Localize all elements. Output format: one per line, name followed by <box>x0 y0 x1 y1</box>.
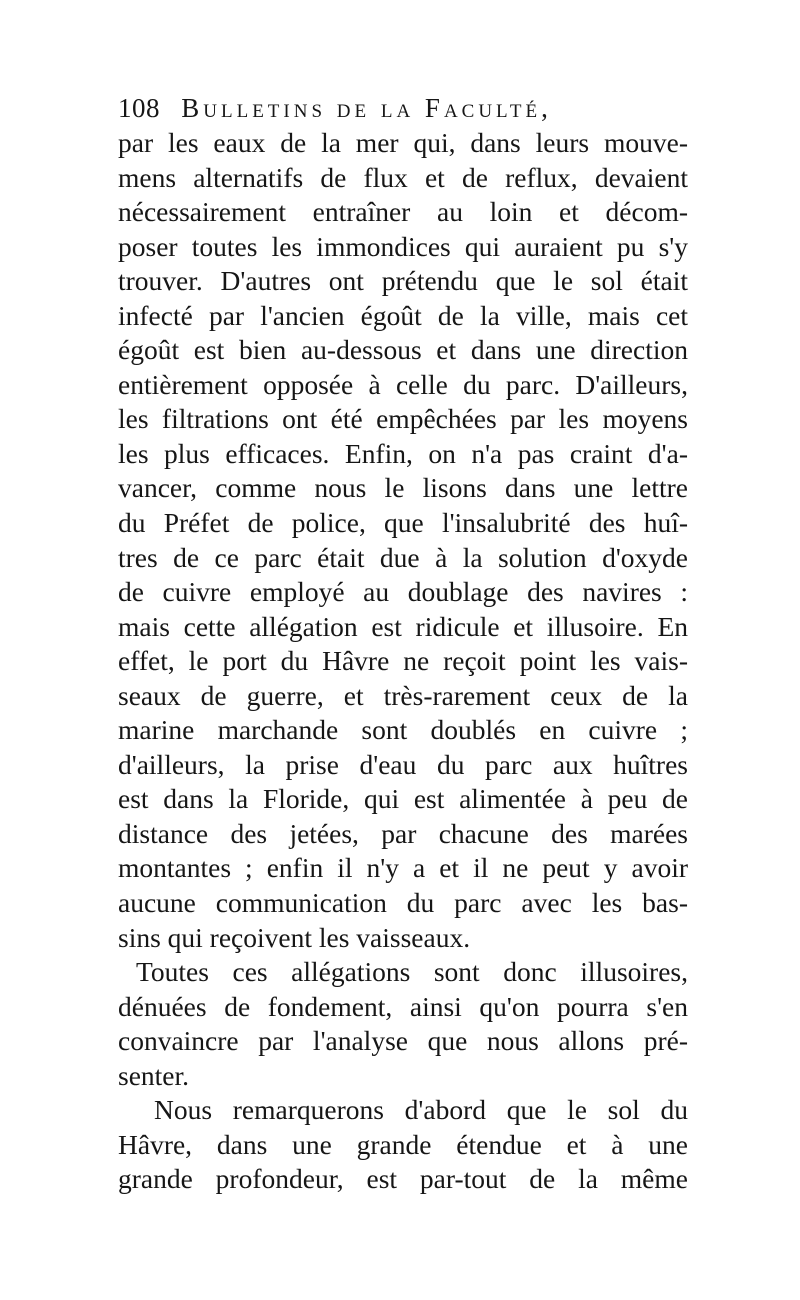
text-line: marine marchande sont doublés en cuivre ; <box>118 714 688 746</box>
running-title: Bulletins de la Faculté, <box>181 93 552 123</box>
text-line: de cuivre employé au doublage des navires : <box>118 576 688 608</box>
page-number: 108 <box>118 93 160 123</box>
paragraph-end-line: sins qui reçoivent les vaisseaux. <box>118 921 471 953</box>
text-line: est dans la Floride, qui est alimentée à peu de <box>118 783 688 815</box>
text-line: les plus efficaces. Enfin, on n'a pas craint d'a- <box>118 437 688 469</box>
text-line: montantes ; enfin il n'y a et il ne peut y avoir <box>118 852 688 884</box>
text-line: mens alternatifs de flux et de reflux, devaient <box>118 161 688 193</box>
text-line: infecté par l'ancien égoût de la ville, mais cet <box>118 299 688 331</box>
paragraph-end-line: senter. <box>118 1059 190 1091</box>
text-line: poser toutes les immondices qui auraient pu s'y <box>118 230 688 262</box>
text-line: distance des jetées, par chacune des marées <box>118 817 688 849</box>
text-line: d'ailleurs, la prise d'eau du parc aux huîtres <box>118 748 688 780</box>
text-line: les filtrations ont été empêchées par les moyens <box>118 403 688 435</box>
text-line: Hâvre, dans une grande étendue et à une <box>118 1128 688 1160</box>
text-line: entièrement opposée à celle du parc. D'ailleurs, <box>118 368 688 400</box>
text-line: par les eaux de la mer qui, dans leurs mouve- <box>118 127 688 158</box>
paragraph-start-line: Toutes ces allégations sont donc illusoires, <box>136 956 688 988</box>
paragraph-start-line: Nous remarquerons d'abord que le sol du <box>154 1094 688 1126</box>
text-line: seaux de guerre, et très-rarement ceux de la <box>118 679 688 711</box>
text-line: du Préfet de police, que l'insalubrité des huî- <box>118 507 688 539</box>
body-text <box>118 126 688 1197</box>
text-line: mais cette allégation est ridicule et illusoire. En <box>118 610 688 642</box>
text-line: aucune communication du parc avec les bas- <box>118 887 688 919</box>
text-line: vancer, comme nous le lisons dans une lettre <box>118 472 688 504</box>
text-line: trouver. D'autres ont prétendu que le sol était <box>118 265 688 297</box>
text-line: convaincre par l'analyse que nous allons pré- <box>118 1025 688 1057</box>
text-line: tres de ce parc était due à la solution d'oxyde <box>118 541 688 573</box>
text-line: nécessairement entraîner au loin et décom- <box>118 196 688 228</box>
running-head <box>118 88 688 128</box>
text-line: grande profondeur, est par-tout de la même <box>118 1163 688 1195</box>
text-line: égoût est bien au-dessous et dans une direction <box>118 334 688 366</box>
text-line: dénuées de fondement, ainsi qu'on pourra s'en <box>118 990 688 1022</box>
text-line: effet, le port du Hâvre ne reçoit point les vais- <box>118 645 688 677</box>
